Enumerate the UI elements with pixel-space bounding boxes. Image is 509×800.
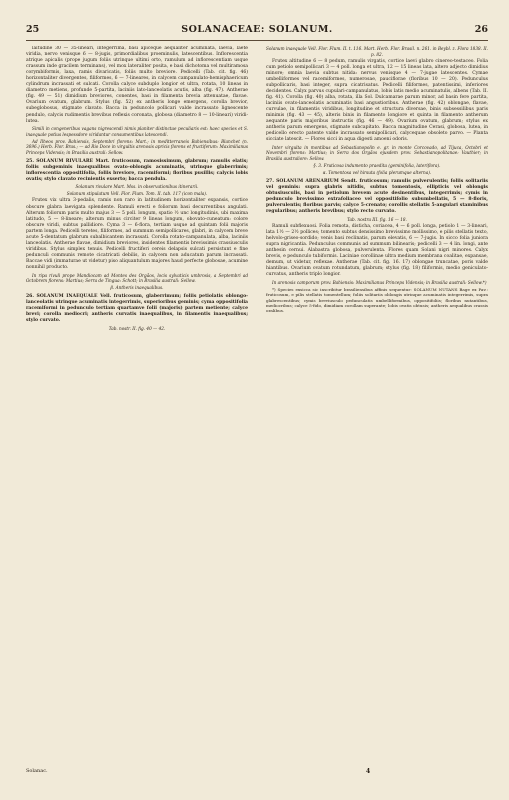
right-column (266, 46, 488, 776)
right-col-paragraph: In arenosis camporum prov. Bahiensis: Maximilianus Princeps Vidensis; in Brasilia australi: Sellow.*) (272, 279, 487, 285)
right-col-paragraph: Inter virgulta in montibus ad Sebastianopolin e. gr. in monte Corcovado, ad Tijuca, Octobri et Novembri florens: Martius; in Serra dos Orgãos ejusdem prov. Sebastianopolitanae: Vauthier; in Brasilia australiore: Sellow. (266, 144, 488, 162)
left-col-paragraph: Solanum stipulatum Vell. Flor. Flum. Tom. II. tab. 117 (icon mala). (66, 191, 208, 197)
left-col-paragraph: Frutex vix ultra 3-pedalis, ramis non raro in latitudinem horizontaliter expansis, cortice obscure glabra laevigata splendente. Ramuli erecti e foliorum basi decurrentibus angulati. Alterum foliorum paris multo majus 3 — 5 poll. longum, spatio ½ unc longitudinis, ubi maxima latitudo, 5 — 8-lineare; alterum minus circiter 9 lineas longum, obovato-cuneatum: colore obscure viridi, subtus pallidiore. Cyma 3 — 6-flora, tertiam usque ad quintam folii majoris partem longa. Pedicelli teretes, filiformes, ad summum semipollicares, glabri, in calycem breve acute 5-dentatum glabrum subalbicantem incrassati. Corolla rotato-campanulata, alba, laciniis lanceolatis. Antherae flavae, dimidium breviores, insidentes filamentis brevissimis crassiusculis viridibus. Stylus simplex tenuis. Pedicelli fructiferi cereis delapsis sulcati persistunt e fine pedunculi communis remote cicatricati debilis, in calycem non aducatum parum incrassati. Baccae vidi (immaturae ut videtur) piso aliquantulum majores haud perfecte globosae, acumine nonnihil producto. (26, 198, 248, 270)
left-col-paragraph: Simili in congeneribus vagans nigrescendi nimis planiter distinctae peculiaris est: haec species et S. inaequale potius lespessdore viridantur consumentibus latescendi. (26, 126, 248, 137)
right-col-paragraph: Solanum inaequale Vell. Flor. Flum. II. t. 116. Mart. Herb. Flor. Brasil. n. 261. in Beybl. z. Flora 1838. II. p. 82. (266, 46, 488, 57)
left-col-paragraph: β. Antheris inaequalibus. (110, 285, 164, 291)
right-col-paragraph: 27. SOLANUM ARENARIUM Sendt. fruticosum; ramulis pulverulentis; foliis solitariis vel geminis: supra glabris nitidis, subtus tomentosis, ellipticis vel oblongis obtusiusculis, basi in petiolum brevem acute desinentibus, integerrimis; cymis in pedunculo brevissimo extrafoliaceo vel oppositifolio subumbellatis, 5 — 8-floris, pulverulentis; floribus parvis; calyce 5-crenato; corollis stellatis 5-angulari staminibus regularibus; antheris brevibus; stylo recto curvato. (266, 178, 488, 215)
left-col-paragraph: Ad Ilheos prov. Bahiensis, Septembri florens: Mart.; in meditterraneis Bahiensibus: Blanchet (n. 3696.) Herb. Flor. Bras.; — ad Rio Doce in virgultis arenosis apricis florens et fructiferum: Maximilianus Princeps Vidensis; in Brasilia australi: Sellow. (26, 138, 248, 155)
left-col-paragraph: 26. SOLANUM INAEQUALE Vell. fruticosum, glaberrimum; foliis petiolatis oblongo-lanceolatis utrinque acuminatis integerrimis, superioribus geminis; cyma oppositifolia racemiformi in pedunculo tertiam quartamve folii (majoris) partem metiente; calyce brevi; corolla mediocri; antheris curvatis inaequalibus, in filamentis inaequalibus; stylo curvato. (26, 293, 248, 323)
right-col-paragraph: §. 3. Fruticosa indumento praedita (geminifolia, lateriflora). (313, 163, 441, 169)
footer-sheet-number: 4 (366, 768, 371, 775)
right-col-paragraph: Tab. nostra III. fig. 16 — 18. (347, 216, 407, 222)
left-col-paragraph: Solanum rivulare Mart. Mss. in observationibus itinerarii. (75, 184, 199, 190)
left-col-paragraph: In ripa rivuli prope Mandiocam ad Montes des Orgãos, locis sylvaticis umbrosis, a Septembri ad Octobrem florens: Martius; Serra de Tingua: Schott; in Brasilia australi: Sellow. (26, 272, 248, 284)
right-col-paragraph: Frutex altitudine 6 — 8 pedum, ramulis virgatis, cortice laevi glabro cinereo-testaceo. Folia cum petiolo semipollicari 3 — 4 poll. longa et ultra, 12 — 15 lineas lata, altero adjecto dimidius minore; omnia laevia subtus nitida: nervus venisque 4 — 7-jugae latescentes. Cymae umbelliformes vel racemiformes, numerosae, pauciflorae (floribus 10 — 20). Pedunculus subpollicaris, basi integer, supra cicatrisatus. Pedicelli filiformes, patentissimi, inferiores decidentes. Calyx parvus cupulari-campanulatus, lobis latis medio acuminatulis, albens (Tab. II. fig. 41). Corolla (fig. 40) alba, rotata, illa Sol. Dulcamarae parum minor, ad basin fere partita, laciniis ovato-lanceolatis acuminatis basi angustioribus. Antherae (fig. 42) oblongae, flavae, curvulae, in filamentis viridibus, longitudine et structura diversae, binis subsessilibus paris minimis (fig. 43 — 45), alteris binis in filamento longiore et quinta in filamento antherum aequante paris majoribus instructis (fig. 46 — 49). Ovarium ovatum, glabrum; stylus ex antheris parum emergens, stigmate subcapitato. Bacca magnitudine Cerasi, globosa, lutea, in pedicello erecto patente valde incrassato semipollicari, calycequae obsoleto parvo. — Planta sicciate latescit. — Flores sicci in aqua digesti amoeni odoris. (266, 58, 488, 143)
page-number-right: 26 (474, 24, 488, 35)
header-rule (26, 40, 488, 41)
page-number-left: 25 (26, 24, 40, 35)
right-col-paragraph: Ramuli subflexuosi. Folia remota, disticha, coriacea, 4 — 6 poll. longa, petiolo 1 — 3-lineari, lata 1½ — 2½ pollices; tomento subtus densissimo brevissimo mollissimo, e pilis stellatis texto, helvolo-griseo-sordido; venis basi reclinatis, parum elevatis, 6 — 7-jugis. In sicco folia juniora supra nigricantia. Pedunculus communis ad summum bilinearis; pedicelli 3 — 4 lin. longi, ante anthesin cernui. Alabastra globosa, pulverulenta. Flores quam Solani nigri minores. Calyx brevis, e pedunculo tubiformis. Laciniae corollinae ultra medium membrana coalitae, expansae, demum, ut videtur, reflexae. Antherae (Tab. cit. fig. 16. 17) oblongae truncatae, poris valde hiantibus. Ovarium ovatum rotundatum, glabrum; stylus (fig. 18) filiformis, medio geniculato-curvatus, antheris triplo longior. (266, 223, 488, 278)
page (26, 22, 488, 782)
running-title: SOLANACEAE: SOLANUM. (181, 24, 333, 35)
left-column (26, 46, 248, 776)
left-col-paragraph: 25. SOLANUM RIVULARE Mart. fruticosum, ramosissimum, glabrum; ramulis elatis; foliis subgeminis inaequalibus ovato-oblongis acuminatis, utrinque glaberrimis; inflorescentia oppositifolia, foliis breviore, racemiformi; floribus pusillis; calycis lobis ovatis; stylo clavato recinientis exserto; bacca pendula. (26, 158, 248, 182)
right-col-paragraph: α. Tomentosa vel hirsuta (folia plerumque alterna). (322, 170, 432, 176)
footer-signature: Solanac. (26, 768, 48, 774)
left-col-paragraph: laitudine 30 — 35-lineari, integerrima, basi apiceque aequaliter acuminata, laevia, laete viridia, nervo venisque 6 — 8-jugis, primordialibus proeminulis, latescentibus. Inflorescentia atrique apicalis (prope jugum foliis utrinque ultimi orto, ramulum ad inflorescentiam usque crassum inde gracilem terminans), vel mox lateraliter posita, e basi dichotoma vel multiramosa corymbiformis, laxa, ramis divaricatis, foliis multo breviore. Pedicelli (Tab. cit. fig. 46) horizontaliter divergentes, filiformes, 6 — 7-lineares, in calycem campanulato-hemisphaericum cylindrum incrassati et sulcati. Corolla calyce subduplo longior et ultra, rotata, 10 lineas in diametro metiens, profunde 5-partita, laciniis lato-lanceolatis acutis, alba (fig. 47). Antherae (fig. 49 — 51) dimidium breviores, conentes, basi in filamenta brevia attenuatae, flavae. Ovarium ovatum, glabrum. Stylus (fig. 52) ex antheris longe emergens, corolla brevior, subeglobosus, stigmate clavato. Bacca in peduncolo pollicari valde incrassato lignescente pendulo, calycis rudimentis brevibus reflexis coronata, globosa (diametro 8 — 10-lineari) viridi-lutea. (26, 46, 248, 124)
right-col-paragraph: *) Species exsicca sic inscribitur brasiliensibus affinis sequentur: SOLANUM NUTANS Bage ex Pav.: fruticosum, e pilis stellatis tomentellum; foliis solitariis oblongis utrinque acuminatis integerrimis, supra glabrescentibus; cymis breviusculo pedunculatis umbelliformibus, oppositifoliis; floribus nutantibus, mediocribus; calyce 5-fido, dimidiam corollam superante; lobis ovatis obtusis; antheris aequalibus crassis oralibus. (266, 286, 488, 314)
page-header (26, 22, 488, 38)
left-col-paragraph: Tab. nostr. II. fig. 40 — 42. (108, 325, 166, 331)
